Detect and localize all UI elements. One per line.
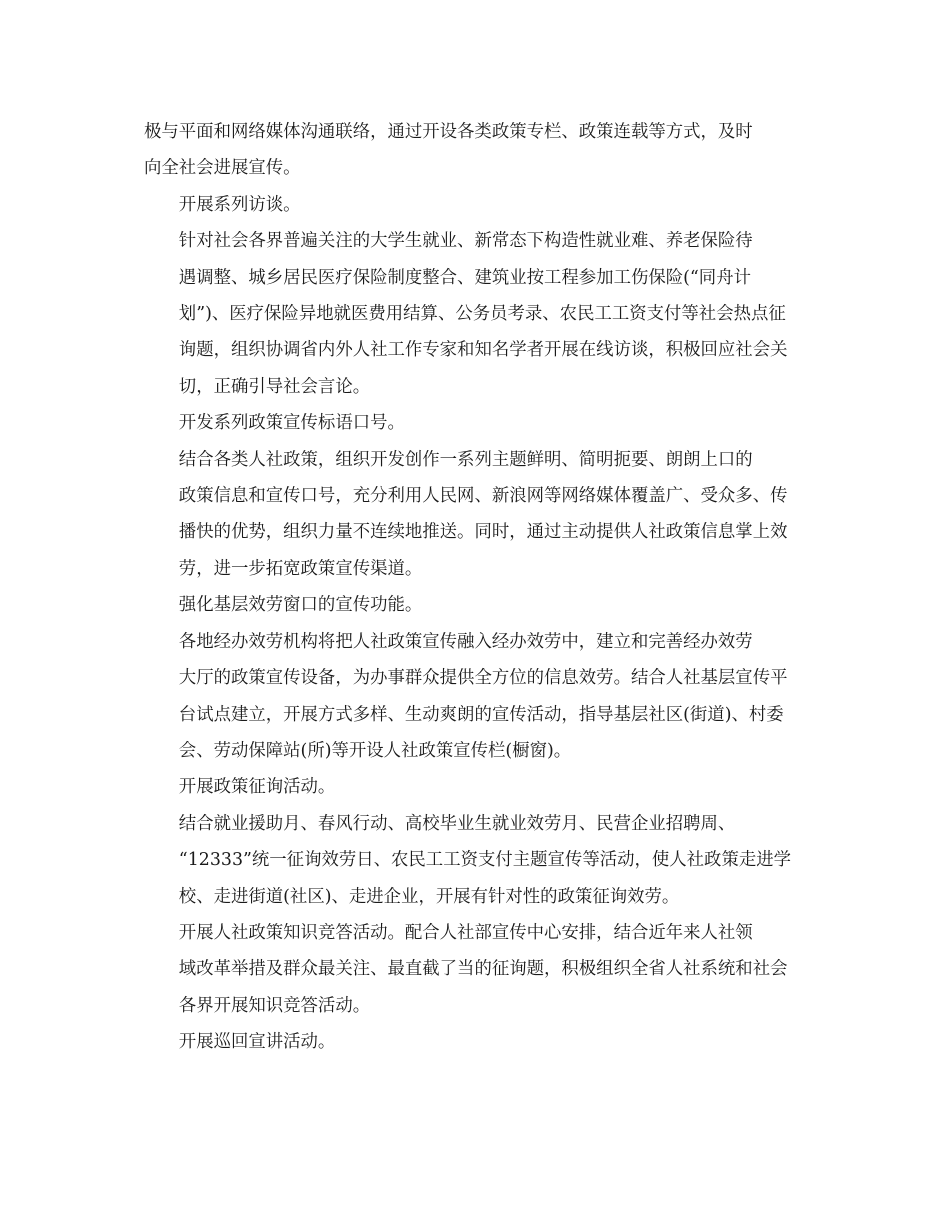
text-line: 结合就业援助月、春风行动、高校毕业生就业效劳月、民营企业招聘周、 [178, 813, 736, 834]
text-line: 开发系列政策宣传标语口号。 [178, 413, 405, 434]
text-line: 极与平面和网络媒体沟通联络，通过开设各类政策专栏、政策连载等方式，及时 [144, 122, 753, 142]
text-line: 会、劳动保障站(所)等开设人社政策宣传栏(橱窗)。 [178, 740, 572, 761]
text-line: 开展人社政策知识竞答活动。配合人社部宣传中心安排，结合近年来人社领 [178, 922, 753, 943]
paragraph [144, 114, 808, 187]
text-line: 结合各类人社政策，组织开发创作一系列主题鲜明、简明扼要、朗朗上口的 [178, 449, 753, 470]
text-line: 切，正确引导社会言论。 [178, 376, 371, 397]
text-line: 向全社会进展宣传。 [144, 158, 301, 179]
paragraph [144, 587, 808, 623]
text-line: 遇调整、城乡居民医疗保险制度整合、建筑业按工程参加工伤保险(“同舟计 [178, 267, 751, 288]
paragraph [144, 405, 808, 441]
text-line: “12333”统一征询效劳日、农民工工资支付主题宣传等活动，使人社政策走进学 [178, 850, 792, 871]
text-line: 校、走进街道(社区)、走进企业，开展有针对性的政策征询效劳。 [178, 886, 680, 907]
paragraph [144, 1024, 808, 1060]
text-line: 播快的优势，组织力量不连续地推送。同时，通过主动提供人社政策信息掌上效 [178, 522, 788, 543]
text-line: 政策信息和宣传口号，充分利用人民网、新浪网等网络媒体覆盖广、受众多、传 [178, 486, 788, 507]
paragraph [144, 223, 808, 405]
text-line: 开展系列访谈。 [178, 194, 301, 215]
text-line: 劳，进一步拓宽政策宣传渠道。 [178, 558, 423, 579]
paragraph [144, 187, 808, 223]
document-body [144, 114, 808, 1061]
text-line: 开展巡回宣讲活动。 [178, 1032, 336, 1053]
text-line: 域改革举措及群众最关注、最直截了当的征询题，积极组织全省人社系统和社会 [178, 959, 788, 980]
text-line: 台试点建立，开展方式多样、生动爽朗的宣传活动，指导基层社区(街道)、村委 [178, 704, 784, 725]
paragraph [144, 624, 808, 770]
paragraph [144, 915, 808, 1024]
text-line: 强化基层效劳窗口的宣传功能。 [178, 595, 423, 616]
paragraph [144, 806, 808, 915]
text-line: 询题，组织协调省内外人社工作专家和知名学者开展在线访谈，积极回应社会关 [178, 340, 788, 361]
text-line: 开展政策征询活动。 [178, 777, 336, 798]
text-line: 各地经办效劳机构将把人社政策宣传融入经办效劳中，建立和完善经办效劳 [178, 631, 753, 652]
text-line: 划”)、医疗保险异地就医费用结算、公务员考录、农民工工资支付等社会热点征 [178, 304, 786, 325]
text-line: 各界开展知识竞答活动。 [178, 995, 371, 1016]
text-line: 针对社会各界普遍关注的大学生就业、新常态下构造性就业难、养老保险待 [178, 231, 753, 252]
paragraph [144, 442, 808, 588]
paragraph [144, 769, 808, 805]
text-line: 大厅的政策宣传设备，为办事群众提供全方位的信息效劳。结合人社基层宣传平 [178, 668, 788, 689]
